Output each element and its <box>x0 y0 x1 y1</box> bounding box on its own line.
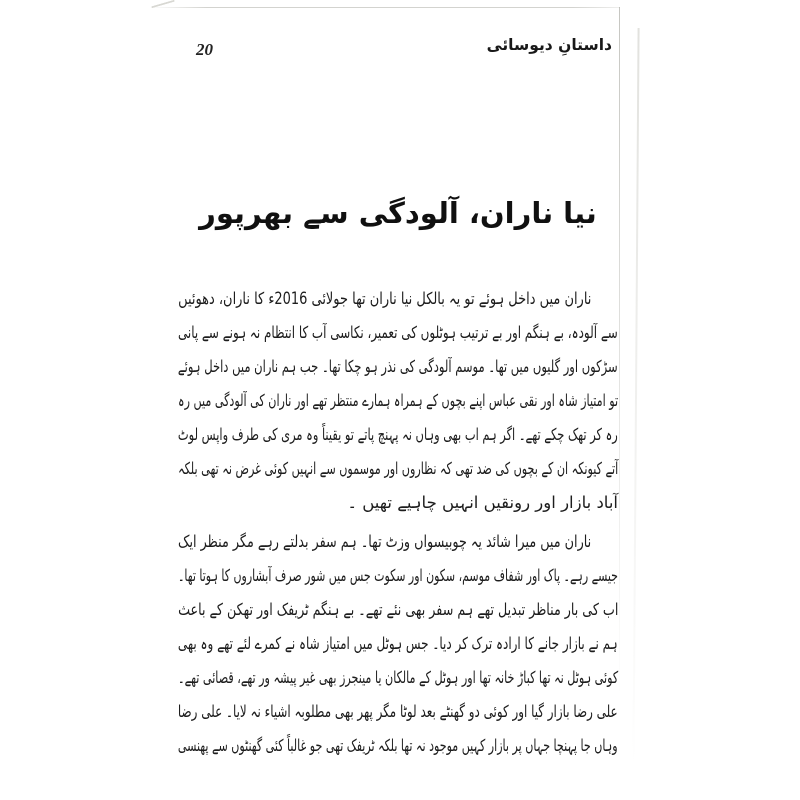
body-line: ہم نے بازار جانے کا ارادہ ترک کر دیا۔ جس ہوٹل میں امتیاز شاہ نے کمرے لئے تھے وہ بھی <box>178 634 618 653</box>
body-line: ناران میں داخل ہوئے تو یہ بالکل نیا ناران تھا جولائی 2016ء کا ناران، دھوئیں <box>177 289 591 308</box>
body-line: اب کی بار مناظر تبدیل تھے ہم سفر بھی نئے تھے۔ بے ہنگم ٹریفک اور تھکن کے باعث <box>177 600 618 619</box>
page-edge-right-shadow <box>632 28 639 768</box>
body-line: وہاں جا پہنچا جہاں پر بازار کہیں موجود نہ تھا بلکہ ٹریفک تھی جو غالباً کئی گھنٹوں سے پھنسی <box>178 736 618 755</box>
body-line: ناران میں میرا شائد یہ چوبیسواں وزٹ تھا۔ ہم سفر بدلتے رہے مگر منظر ایک <box>177 532 591 551</box>
running-header-book-title: داستانِ دیوسائی <box>486 36 612 54</box>
body-line: آتے کیونکہ ان کے بچوں کی ضد تھی کہ نظاروں اور موسموں سے انہیں کوئی غرض نہ تھی بلکہ <box>177 459 618 478</box>
page-number: 20 <box>196 40 213 59</box>
body-line: سے آلودہ، بے ہنگم اور بے ترتیب ہوٹلوں کی تعمیر، نکاسی آب کا انتظام نہ ہونے سے پانی <box>178 323 618 342</box>
body-line: جیسے رہے۔ پاک اور شفاف موسم، سکون اور سکوت جس میں شور صرف آبشاروں کا ہوتا تھا۔ <box>178 566 618 585</box>
body-line: سڑکوں اور گلیوں میں تھا۔ موسم آلودگی کی نذر ہو چکا تھا۔ جب ہم ناران میں داخل ہوئے <box>178 357 618 376</box>
chapter-title-text: نیا ناران، آلودگی سے بھرپور <box>199 196 597 230</box>
body-line: رہ کر تھک چکے تھے۔ اگر ہم اب بھی وہاں نہ پہنچ پاتے تو یقیناً وہ مری کی طرف واپس لوٹ <box>178 425 618 444</box>
body-line: آباد بازار اور رونقیں انہیں چاہیے تھیں ۔ <box>347 493 618 512</box>
body-line: علی رضا بازار گیا اور کوئی دو گھنٹے بعد لوٹا مگر پھر بھی مطلوبہ اشیاء نہ لایا۔ علی رضا <box>178 702 618 721</box>
page-edge-top-line <box>150 7 620 8</box>
body-line: کوئی ہوٹل نہ تھا کباڑ خانہ تھا اور ہوٹل کے مالکان یا مینجرز بھی غیر پیشہ ور تھے، قصائی تھے۔ <box>177 668 618 687</box>
paragraph-1 <box>178 282 618 520</box>
paragraph-2 <box>178 525 618 763</box>
chapter-title <box>178 196 618 230</box>
page-edge-right-line <box>619 7 620 697</box>
body-text-column <box>178 282 618 763</box>
body-line: تو امتیاز شاہ اور نقی عباس اپنے بچوں کے ہمراہ ہمارے منتظر تھے اور ناران کی آلودگی میں رہ <box>177 391 618 410</box>
